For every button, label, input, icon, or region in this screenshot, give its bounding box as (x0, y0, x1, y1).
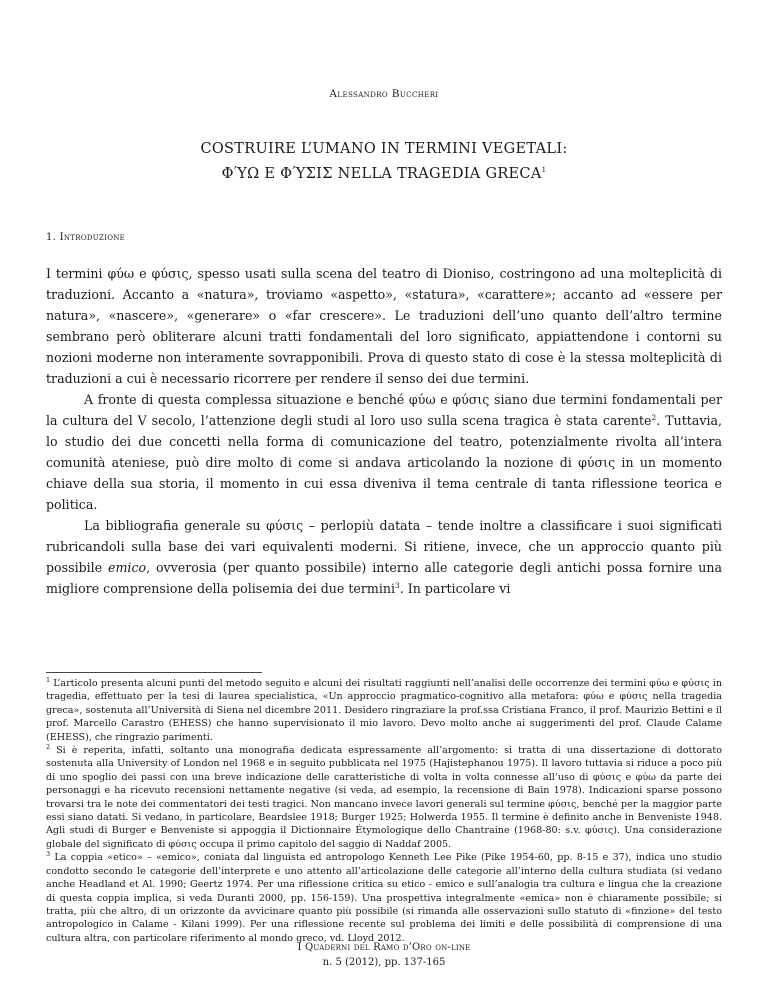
article-title (0, 139, 768, 185)
section-heading: 1. Introduzione (46, 232, 126, 243)
paragraph-2-text-b: . Tuttavia, lo studio dei due concetti nella forma di comunicazione del teatro, potenzialmente rivolta all’intera comunità ateniese, può dire molto di come si andava articolando la nozione di φύσις in un momento chiave della sua storia, il momento in cui essa diveniva il tema centrale di tanta riflessione teorica e politica. (46, 413, 722, 512)
paragraph-3 (46, 515, 722, 599)
paragraph-3-text-c: . In particolare vi (399, 581, 511, 596)
emphasis-emico: emico (108, 560, 147, 575)
paragraph-1-text: I termini φύω e φύσις, spesso usati sulla scena del teatro di Dioniso, costringono ad una molteplicità di traduzioni. Accanto a «natura», troviamo «aspetto», «statura», «carattere»; accanto ad «essere per natura», «nascere», «generare» o «far crescere». Le traduzioni dell’uno quanto dell’altro termine sembrano però obliterare alcuni tratti fondamentali del loro significato, appiattendone i contorni su nozioni moderne non interamente sovrapponibili. Prova di questo stato di cose è la stessa molteplicità di traduzioni a cui è necessario ricorrere per rendere il senso dei due termini. (46, 266, 722, 386)
footnote-number: 1 (46, 675, 51, 684)
paragraph-1 (46, 263, 722, 389)
title-line-2-text: ΦΎΩ E ΦΎΣΙΣ NELLA TRAGEDIA GRECA (221, 165, 542, 182)
paragraph-2-text-a: A fronte di questa complessa situazione e benché φύω e φύσις siano due termini fondamentali per la cultura del V secolo, l’attenzione degli studi al loro uso sulla scena tragica è stata carente (46, 392, 722, 428)
footnote-text: Si è reperita, infatti, soltanto una monografia dedicata espressamente all’argomento: si tratta di una dissertazione di dottorato sostenuta alla University of London nel 1968 e in seguito pubblicata nel 1975 (Hajistephanou 1975). Il lavoro tuttavia si riduce a poco più di uno spoglio dei passi con una breve indicazione delle caratteristiche di volta in volta connesse all’uso di φύσις e φύω da parte dei personaggi e ha ricevuto recensioni nettamente negative (si veda, ad esempio, la recensione di Bain 1978). Indicazioni sparse possono trovarsi tra le note dei commentatori dei testi tragici. Non mancano invece lavori generali sul termine φύσις, benché per la maggior parte essi siano datati. Si vedano, in particolare, Beardslee 1918; Burger 1925; Holwerda 1955. Il termine è definito anche in Benveniste 1948. Agli studi di Burger e Benveniste si appoggia il Dictionnaire Étymologique dello Chantraine (1968-80: s.v. φύσις). Una considerazione globale del significato di φύσις occupa il primo capitolo del saggio di Naddaf 2005. (46, 745, 722, 850)
footnote-3 (46, 851, 722, 945)
footnote-ref-2[interactable]: 2 (651, 412, 657, 422)
title-footnote-ref[interactable]: 1 (541, 166, 547, 174)
footnote-ref-3[interactable]: 3 (395, 580, 400, 590)
title-line-1: COSTRUIRE L’UMANO IN TERMINI VEGETALI: (200, 141, 568, 157)
paragraph-2 (46, 389, 722, 515)
title-line-2 (0, 160, 768, 185)
journal-name: I Quaderni del Ramo d’Oro on-line (297, 942, 471, 953)
author-name: Alessandro Buccheri (329, 88, 439, 100)
footnote-text: L’articolo presenta alcuni punti del metodo seguito e alcuni dei risultati raggiunti nell’analisi delle occorrenze dei termini φύω e φύσις in tragedia, effettuato per la tesi di laurea specialistica, «Un approccio pragmatico-cognitivo alla metafora: φύω e φύσις nella tragedia greca», sostenuta all’Università di Siena nel dicembre 2011. Desidero ringraziare la prof.ssa Cristiana Franco, il prof. Maurizio Bettini e il prof. Marcello Carastro (EHESS) che hanno supervisionato il mio lavoro. Devo molto anche ai suggerimenti del prof. Claude Calame (EHESS), che ringrazio parimenti. (46, 678, 722, 743)
paragraph-3-text-a: La bibliografia generale su φύσις – perlopiù datata – tende inoltre a classificare i suoi significati rubricandoli sulla base dei vari equivalenti moderni. Si ritiene, invece, che un approccio quanto più possibile (46, 518, 722, 575)
issue-pages: n. 5 (2012), pp. 137-165 (322, 957, 446, 968)
footnote-divider (46, 672, 262, 673)
body-text (46, 263, 722, 599)
footnote-1 (46, 677, 722, 744)
footnote-number: 3 (46, 850, 51, 859)
footnote-2 (46, 744, 722, 851)
footnote-text: La coppia «etico» – «emico», coniata dal linguista ed antropologo Kenneth Lee Pike (Pike 1954-60, pp. 8-15 e 37), indica uno studio condotto secondo le categorie dell’interprete e uno attento all’articolazione delle categorie all’interno della cultura studiata (si vedano anche Headland et Al. 1990; Geertz 1974. Per una riflessione critica su etico - emico e sull’analogia tra cultura e lingua che la creazione di questa coppia implica, si veda Duranti 2000, pp. 156-159). Una prospettiva integralmente «emica» non è chiaramente possibile; si tratta, più che altro, di un orizzonte da avvicinare quanto più possibile (si rimanda alle osservazioni sullo statuto di «finzione» del testo antropologico in Calame - Kilani 1999). Per una riflessione recente sul problema dei limiti e delle possibilità di comprensione di una cultura altra, con particolare riferimento al mondo greco, vd. Lloyd 2012. (46, 852, 722, 944)
footnote-number: 2 (46, 742, 51, 751)
footnotes (46, 677, 722, 945)
paragraph-3-text-b: , ovverosia (per quanto possibile) interno alle categorie degli antichi possa fornire una migliore comprensione della polisemia dei due termini (46, 560, 722, 596)
